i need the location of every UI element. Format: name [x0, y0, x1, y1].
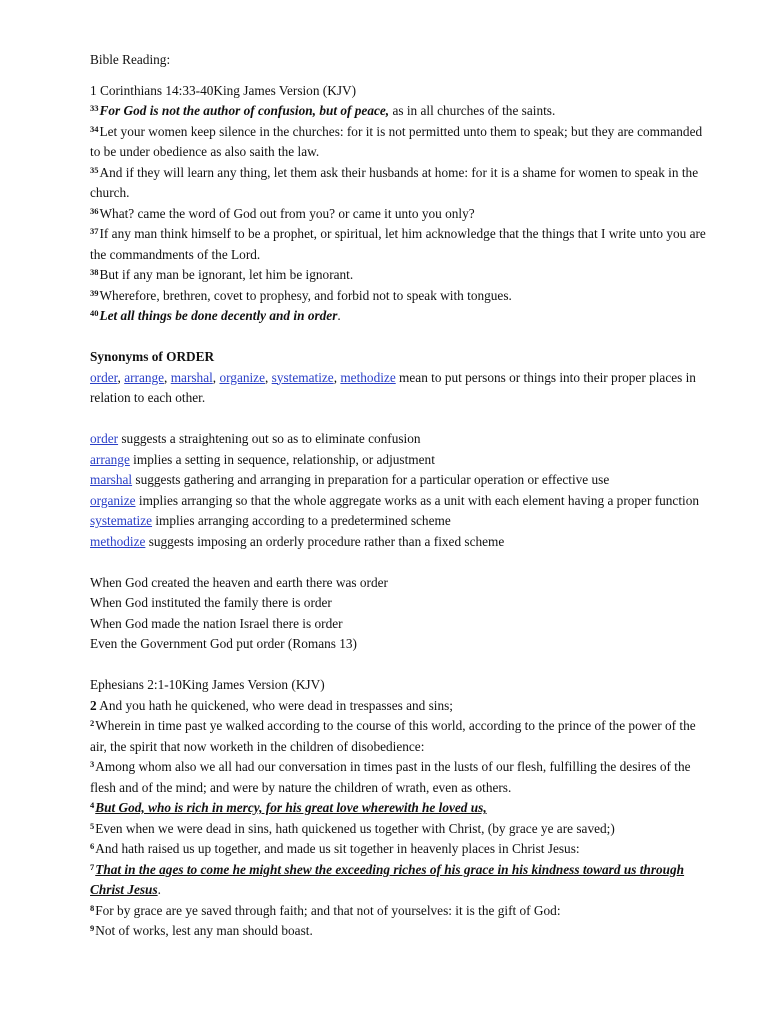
- order-line: When God instituted the family there is order: [90, 595, 332, 610]
- corinthians-title: 1 Corinthians 14:33-40King James Version (KJV): [90, 82, 357, 98]
- separator: ,: [265, 369, 272, 385]
- eph-verse-5: [90, 819, 715, 840]
- verse-number: 6: [90, 841, 95, 851]
- verse-number: 36: [90, 205, 99, 216]
- verse-40: [90, 306, 715, 327]
- link-systematize[interactable]: systematize: [90, 513, 153, 528]
- verse-text: Let your women keep silence in the churches: for it is not permitted unto them to speak; but they are commanded to be under obedience as also saith the law.: [90, 123, 703, 159]
- link-methodize[interactable]: methodize: [90, 533, 146, 549]
- verse-number: 35: [90, 164, 99, 175]
- verse-number: 9: [90, 923, 95, 933]
- verse-text: Even when we were dead in sins, hath quickened us together with Christ, (by grace ye are saved;): [95, 820, 615, 836]
- verse-33: [90, 101, 715, 122]
- verse-number: 7: [90, 861, 95, 872]
- eph-verse-2: [90, 716, 715, 757]
- eph-verse-6: [90, 839, 715, 860]
- link-arrange[interactable]: arrange: [90, 451, 130, 467]
- definition-methodize: [90, 532, 715, 553]
- verse-text: Wherefore, brethren, covet to prophesy, and forbid not to speak with tongues.: [99, 287, 512, 303]
- definition-marshal: [90, 470, 715, 491]
- document-heading: Bible Reading:: [90, 52, 171, 67]
- definition-text: suggests gathering and arranging in preparation for a particular operation or effective use: [132, 472, 610, 487]
- order-line: When God created the heaven and earth there was order: [90, 574, 388, 590]
- synonyms-heading: Synonyms of ORDER: [90, 349, 215, 364]
- separator: ,: [333, 369, 341, 385]
- eph-verse-3: [90, 757, 715, 798]
- definition-text: implies arranging according to a predetermined scheme: [152, 513, 451, 528]
- definition-text: implies a setting in sequence, relationship, or adjustment: [129, 451, 435, 467]
- link-systematize[interactable]: systematize: [271, 369, 334, 385]
- definition-text: implies arranging so that the whole aggregate works as a unit with each element having a proper function: [135, 492, 700, 508]
- verse-37: [90, 224, 715, 265]
- eph-verse-7: [90, 860, 715, 901]
- verse-number: 4: [90, 800, 95, 810]
- verse-38: [90, 265, 715, 286]
- ephesians-title: Ephesians 2:1-10King James Version (KJV): [90, 677, 325, 692]
- verse-text: And you hath he quickened, who were dead in trespasses and sins;: [96, 697, 454, 713]
- eph-verse-1: [90, 696, 715, 717]
- verse-36: [90, 204, 715, 225]
- link-order[interactable]: order: [90, 431, 119, 446]
- verse-number: 33: [90, 103, 99, 113]
- separator: ,: [212, 369, 220, 385]
- verse-text: .: [337, 308, 341, 323]
- verse-number: 34: [90, 123, 99, 134]
- definition-text: suggests imposing an orderly procedure rather than a fixed scheme: [145, 533, 505, 549]
- verse-text: But if any man be ignorant, let him be ignorant.: [99, 267, 354, 282]
- definition-order: [90, 429, 715, 450]
- verse-text: .: [157, 882, 161, 897]
- verse-text: For by grace are ye saved through faith; and that not of yourselves: it is the gift of God:: [95, 902, 561, 918]
- eph-verse-9: [90, 921, 715, 942]
- verse-text: What? came the word of God out from you? or came it unto you only?: [99, 205, 475, 221]
- verse-number: 8: [90, 902, 95, 913]
- eph-verse-8: [90, 901, 715, 922]
- verse-34: [90, 122, 715, 163]
- definition-organize: [90, 491, 715, 512]
- definition-text: suggests a straightening out so as to eliminate confusion: [118, 431, 421, 446]
- link-methodize[interactable]: methodize: [340, 369, 396, 385]
- separator: ,: [117, 369, 125, 385]
- verse-text: as in all churches of the saints.: [389, 103, 556, 118]
- order-line: Even the Government God put order (Romans 13): [90, 636, 357, 651]
- link-marshal[interactable]: marshal: [170, 369, 213, 385]
- verse-text: Among whom also we all had our conversation in times past in the lusts of our flesh, fulfilling the desires of the flesh and of the mind; and were by nature the children of wrath, even as others.: [90, 759, 691, 795]
- synonyms-intro: [90, 368, 715, 409]
- definition-systematize: [90, 511, 715, 532]
- link-order[interactable]: order: [90, 369, 118, 385]
- document-page: [90, 50, 715, 942]
- verse-bold-text: For God is not the author of confusion, but of peace,: [99, 103, 390, 118]
- synonyms-intro-text: mean to put persons or things into their proper places in relation to each other.: [90, 369, 696, 405]
- verse-bold-text: Let all things be done decently and in order: [99, 308, 338, 323]
- verse-bold-text: But God, who is rich in mercy, for his great love wherewith he loved us,: [95, 800, 487, 815]
- separator: ,: [164, 369, 171, 385]
- link-arrange[interactable]: arrange: [124, 369, 165, 385]
- verse-number: 3: [90, 759, 95, 769]
- verse-number: 38: [90, 267, 99, 277]
- definition-arrange: [90, 450, 715, 471]
- order-line: When God made the nation Israel there is order: [90, 615, 343, 631]
- verse-text: And hath raised us up together, and made us sit together in heavenly places in Christ Jesus:: [95, 841, 580, 856]
- verse-number: 37: [90, 226, 99, 236]
- verse-text: And if they will learn any thing, let them ask their husbands at home: for it is a shame for women to speak in the church.: [90, 164, 699, 200]
- link-marshal[interactable]: marshal: [90, 472, 133, 487]
- verse-number: 2: [90, 697, 97, 713]
- verse-text: Not of works, lest any man should boast.: [95, 923, 313, 938]
- verse-35: [90, 163, 715, 204]
- verse-number: 39: [90, 287, 99, 298]
- verse-text: Wherein in time past ye walked according to the course of this world, according to the prince of the power of the air, the spirit that now worketh in the children of disobedience:: [90, 718, 696, 754]
- link-organize[interactable]: organize: [90, 492, 136, 508]
- eph-verse-4: [90, 798, 715, 819]
- verse-number: 2: [90, 718, 95, 728]
- verse-39: [90, 286, 715, 307]
- verse-number: 5: [90, 820, 95, 831]
- verse-number: 40: [90, 308, 99, 318]
- verse-bold-text: That in the ages to come he might shew the exceeding riches of his grace in his kindness toward us through Christ Jesus: [90, 861, 685, 897]
- verse-text: If any man think himself to be a prophet, or spiritual, let him acknowledge that the things that I write unto you are the commandments of the Lord.: [90, 226, 706, 262]
- link-organize[interactable]: organize: [219, 369, 265, 385]
